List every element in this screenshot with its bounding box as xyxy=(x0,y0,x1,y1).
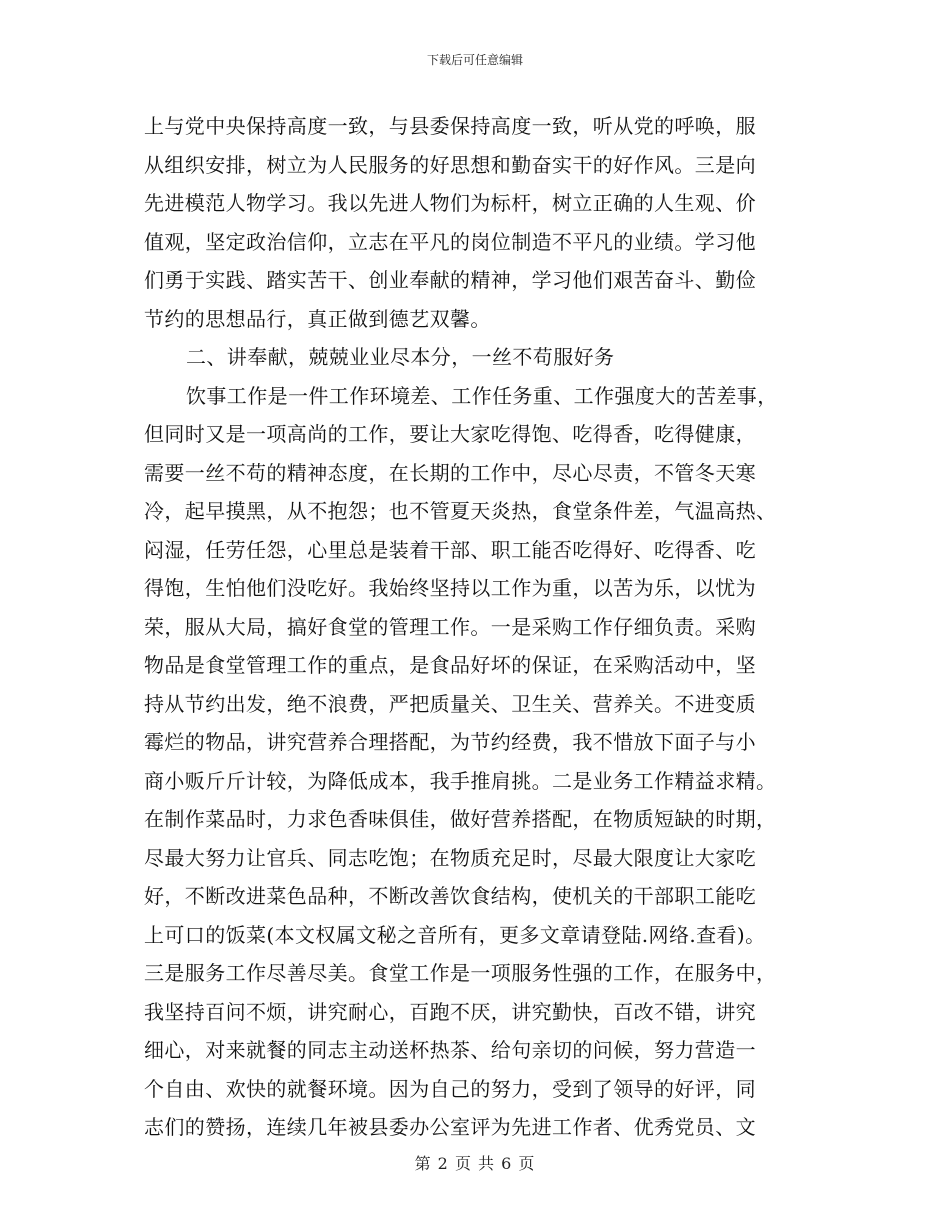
body-line: 志们的赞扬，连续几年被县委办公室评为先进工作者、优秀党员、文 xyxy=(144,1115,756,1139)
body-line: 冷，起早摸黑，从不抱怨；也不管夏天炎热，食堂条件差，气温高热、 xyxy=(144,499,777,523)
body-line: 商小贩斤斤计较，为降低成本，我手推肩挑。二是业务工作精益求精。 xyxy=(144,768,777,793)
body-line: 霉烂的物品，讲究营养合理搭配，为节约经费，我不惜放下面子与小 xyxy=(144,730,756,754)
body-line: 节约的思想品行，真正做到德艺双馨。 xyxy=(144,306,491,331)
body-line: 从组织安排，树立为人民服务的好思想和勤奋实干的好作风。三是向 xyxy=(144,152,756,177)
section-heading: 二、讲奉献，兢兢业业尽本分，一丝不苟服好务 xyxy=(186,345,615,369)
body-line: 三是服务工作尽善尽美。食堂工作是一项服务性强的工作，在服务中， xyxy=(144,961,777,985)
page-number-footer: 第 2 页 共 6 页 xyxy=(414,1154,536,1173)
body-line: 得饱，生怕他们没吃好。我始终坚持以工作为重，以苦为乐，以忧为 xyxy=(144,576,756,600)
body-line: 物品是食堂管理工作的重点，是食品好坏的保证，在采购活动中，坚 xyxy=(144,653,756,677)
body-line: 在制作菜品时，力求色香味俱佳，做好营养搭配，在物质短缺的时期， xyxy=(144,807,777,831)
body-line: 我坚持百问不烦，讲究耐心，百跑不厌，讲究勤快，百改不错，讲究 xyxy=(144,999,756,1024)
body-line: 需要一丝不苟的精神态度，在长期的工作中，尽心尽责，不管冬天寒 xyxy=(144,460,756,485)
body-line: 上可口的饭菜(本文权属文秘之音所有，更多文章请登陆.网络.查看)。 xyxy=(144,922,766,947)
body-line: 尽最大努力让官兵、同志吃饱；在物质充足时，尽最大限度让大家吃 xyxy=(144,845,756,870)
body-line: 持从节约出发，绝不浪费，严把质量关、卫生关、营养关。不进变质 xyxy=(144,691,756,716)
body-line: 闷湿，任劳任怨，心里总是装着干部、职工能否吃得好、吃得香、吃 xyxy=(144,537,756,562)
body-line: 细心，对来就餐的同志主动送杯热茶、给句亲切的问候，努力营造一 xyxy=(144,1038,756,1062)
body-line: 先进模范人物学习。我以先进人物们为标杆，树立正确的人生观、价 xyxy=(144,191,756,215)
body-line: 个自由、欢快的就餐环境。因为自己的努力，受到了领导的好评，同 xyxy=(144,1076,756,1101)
body-line: 荣，服从大局，搞好食堂的管理工作。一是采购工作仔细负责。采购 xyxy=(144,614,756,639)
body-line: 好，不断改进菜色品种，不断改善饮食结构，使机关的干部职工能吃 xyxy=(144,884,756,908)
body-line: 值观，坚定政治信仰，立志在平凡的岗位制造不平凡的业绩。学习他 xyxy=(144,229,756,254)
paragraph-first-line: 饮事工作是一件工作环境差、工作任务重、工作强度大的苦差事， xyxy=(186,383,778,408)
document-body xyxy=(144,107,810,1147)
body-line: 但同时又是一项高尚的工作，要让大家吃得饱、吃得香，吃得健康， xyxy=(144,422,756,446)
body-line: 们勇于实践、踏实苦干、创业奉献的精神，学习他们艰苦奋斗、勤俭 xyxy=(144,268,756,292)
body-line: 上与党中央保持高度一致，与县委保持高度一致，听从党的呼唤，服 xyxy=(144,114,756,138)
page-header: 下载后可任意编辑 xyxy=(426,53,523,67)
